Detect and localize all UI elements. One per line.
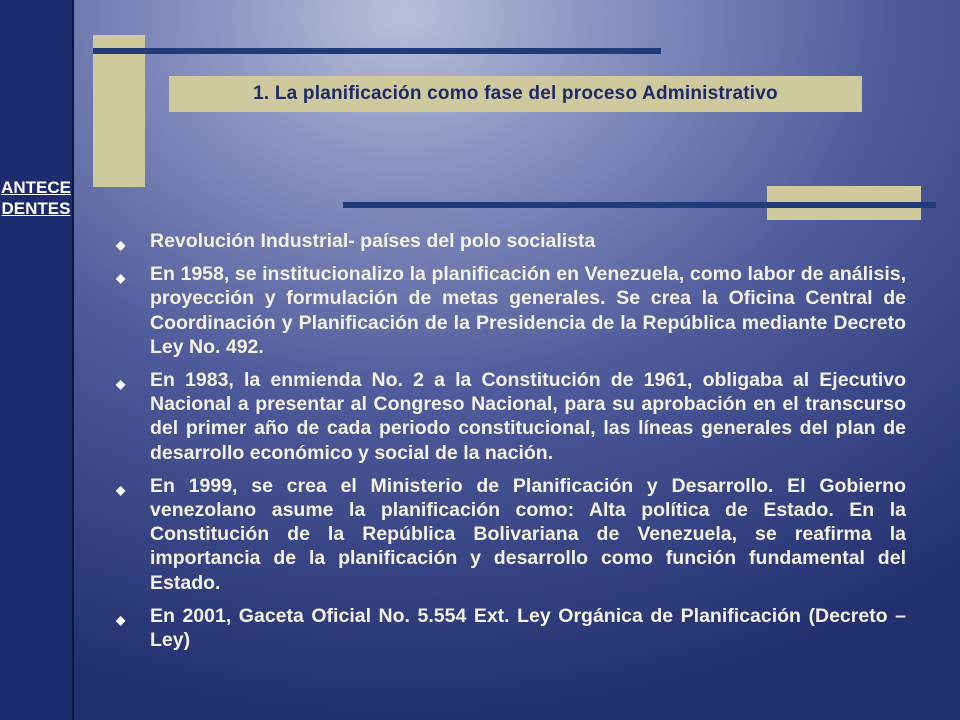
list-item-text: En 1999, se crea el Ministerio de Planificación y Desarrollo. El Gobierno venezolano asume la planificación como: Alta política de Estado. En la Constitución de la República Bolivariana de Venezuela, se reafirma la importancia de la planificación y desarrollo como función fundamental del Estado. bbox=[150, 474, 906, 594]
diamond-bullet-icon: ◆ bbox=[116, 238, 126, 252]
decor-navy-mid-line bbox=[343, 202, 936, 208]
sidebar bbox=[0, 0, 74, 720]
list-item-text: Revolución Industrial- países del polo socialista bbox=[150, 230, 596, 252]
list-item-text: En 1983, la enmienda No. 2 a la Constitución de 1961, obligaba al Ejecutivo Nacional a presentar al Congreso Nacional, para su aprobación en el transcurso del primer año de cada periodo constitucional, las líneas generales del plan de desarrollo económico y social de la nación. bbox=[150, 369, 906, 464]
sidebar-vertical-label: ANTECEDENTES bbox=[1, 178, 71, 218]
diamond-bullet-icon: ◆ bbox=[116, 612, 126, 627]
decor-navy-top-line bbox=[93, 48, 661, 54]
bullet-list bbox=[116, 229, 906, 661]
list-item-text: En 2001, Gaceta Oficial No. 5.554 Ext. Ley Orgánica de Planificación (Decreto – Ley) bbox=[150, 604, 906, 652]
list-item bbox=[116, 474, 906, 595]
diamond-bullet-icon: ◆ bbox=[116, 271, 126, 286]
diamond-bullet-icon: ◆ bbox=[116, 377, 126, 392]
decor-beige-vertical-bar bbox=[93, 35, 145, 187]
list-item bbox=[116, 262, 906, 359]
diamond-bullet-icon: ◆ bbox=[116, 482, 126, 497]
list-item bbox=[116, 368, 906, 465]
list-item-text: En 1958, se institucionalizo la planificación en Venezuela, como labor de análisis, proyección y formulación de metas generales. Se crea la Oficina Central de Coordinación y Planificación de la Presidencia de la República mediante Decreto Ley No. 492. bbox=[150, 263, 906, 358]
list-item bbox=[116, 229, 906, 253]
list-item bbox=[116, 604, 906, 652]
slide-title-box bbox=[169, 76, 862, 112]
slide-title: 1. La planificación como fase del proceso Administrativo bbox=[253, 83, 778, 104]
